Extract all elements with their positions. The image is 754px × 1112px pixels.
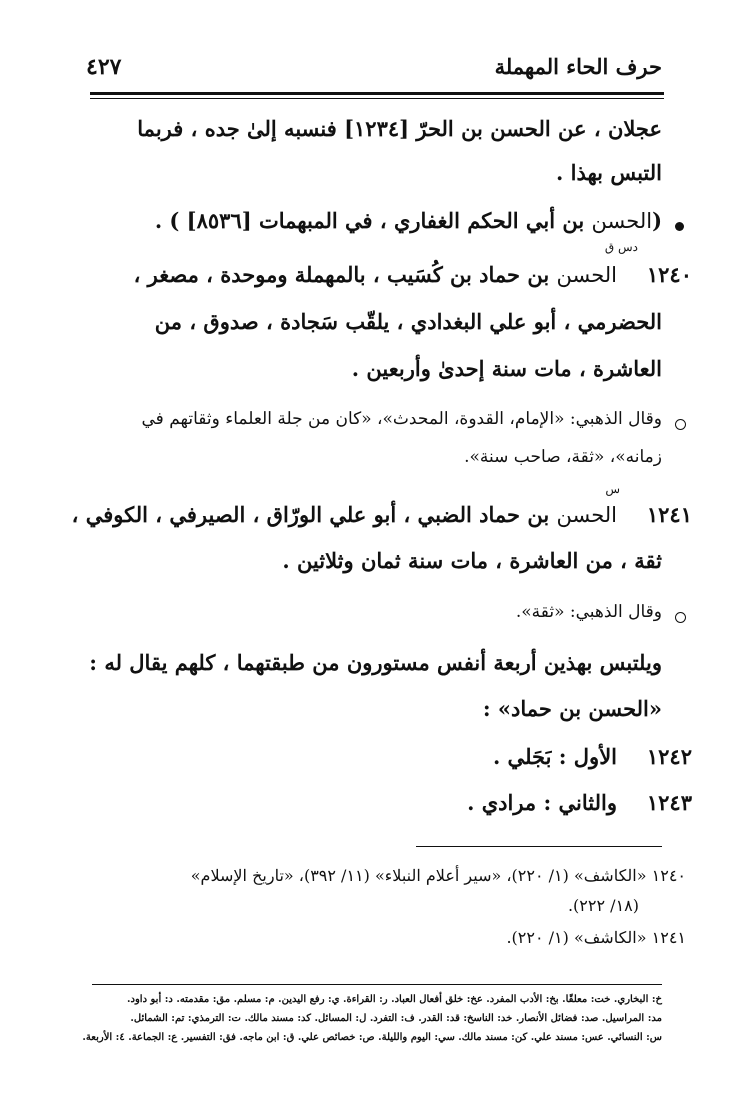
entry-1240-number: ١٢٤٠ bbox=[646, 262, 692, 287]
entry-1240-name: الحسن bbox=[556, 263, 617, 287]
entry-1243-text: والثاني : مرادي . bbox=[467, 790, 617, 815]
bullet-open-paren: ( bbox=[652, 208, 662, 233]
entry-1241-text-1: بن حماد الضبي ، أبو علي الورّاق ، الصيرفي ، الكوفي ، bbox=[71, 502, 550, 527]
bullet-text: بن أبي الحكم الغفاري ، في المبهمات [٨٥٣٦] ) . bbox=[154, 208, 585, 233]
entry-1240-text-1: بن حماد بن كُسَيب ، بالمهملة وموحدة ، مصغر ، bbox=[133, 262, 550, 287]
entry-1240-line-1 bbox=[134, 262, 617, 287]
entry-1240-line-2: الحضرمي ، أبو علي البغدادي ، يلقّب سَجادة ، صدوق ، من bbox=[154, 309, 662, 334]
header-rule-thin bbox=[90, 98, 664, 99]
page-number: ٤٢٧ bbox=[86, 54, 122, 80]
dhahabi-note-1-line-1: وقال الذهبي: «الإمام، القدوة، المحدث»، «كان من جلة العلماء وثقاتهم في bbox=[141, 409, 662, 429]
entry-1240-line-3: العاشرة ، مات سنة إحدىٰ وأربعين . bbox=[351, 356, 662, 381]
circle-bullet-icon bbox=[675, 612, 686, 623]
paragraph-line-2: «الحسن بن حماد» : bbox=[482, 696, 662, 721]
abbreviations-line-2: مد: المراسيل. صد: فضائل الأنصار. خد: الناسخ: قد: القدر. ف: التفرد. ل: المسائل. كد: مسند مالك. ت: الترمذي: تم: الشمائل. bbox=[130, 1013, 662, 1024]
entry-1241-name: الحسن bbox=[556, 503, 617, 527]
entry-1242-text: الأول : بَجَلي . bbox=[492, 744, 617, 769]
bullet-name: الحسن bbox=[591, 209, 653, 233]
abbreviations-rule bbox=[92, 984, 662, 985]
entry-1241-line-2: ثقة ، من العاشرة ، مات سنة ثمان وثلاثين . bbox=[282, 548, 662, 573]
chapter-title: حرف الحاء المهملة bbox=[494, 54, 662, 79]
entry-1241-number: ١٢٤١ bbox=[646, 502, 692, 527]
footnote-1240-line-1: ١٢٤٠ «الكاشف» (١/ ٢٢٠)، «سير أعلام النبلاء» (١١/ ٣٩٢)، «تاريخ الإسلام» bbox=[190, 866, 686, 885]
dhahabi-note-1-line-2: زمانه»، «ثقة، صاحب سنة». bbox=[464, 447, 662, 467]
continuation-line-2: التبس بهذا . bbox=[556, 160, 662, 185]
bullet-entry bbox=[155, 208, 662, 233]
header-rule-thick bbox=[90, 92, 664, 95]
abbreviations-line-1: خ: البخاري. خت: معلقًا. بخ: الأدب المفرد. عخ: خلق أفعال العباد. ر: القراءة. ي: رفع اليدين. م: مسلم. مق: مقدمته. د: أبو داود. bbox=[127, 994, 662, 1005]
paragraph-line-1: ويلتبس بهذين أربعة أنفس مستورون من طبقتهما ، كلهم يقال له : bbox=[89, 650, 662, 675]
abbreviations-line-3: س: النسائي. عس: مسند علي. كن: مسند مالك. سي: اليوم والليلة. ص: خصائص علي. ق: ابن ماجه. فق: التفسير. ع: الجماعة. ٤: الأربعة. bbox=[82, 1032, 662, 1043]
continuation-line-1: عجلان ، عن الحسن بن الحرّ [١٢٣٤] فنسبه إلىٰ جده ، فربما bbox=[137, 116, 662, 141]
footnote-1240-line-2: (١٨/ ٢٢٢). bbox=[567, 896, 639, 915]
footnote-1241: ١٢٤١ «الكاشف» (١/ ٢٢٠). bbox=[506, 928, 686, 947]
entry-1241-line-1 bbox=[72, 502, 617, 527]
entry-1240-codes: دس ق bbox=[604, 240, 638, 254]
entry-1242-number: ١٢٤٢ bbox=[646, 744, 692, 769]
dhahabi-note-2: وقال الذهبي: «ثقة». bbox=[515, 602, 662, 622]
bullet-dot-icon bbox=[675, 222, 684, 231]
entry-1241-codes: س bbox=[605, 482, 620, 496]
entry-1243-number: ١٢٤٣ bbox=[646, 790, 692, 815]
circle-bullet-icon bbox=[675, 419, 686, 430]
footnote-rule bbox=[416, 846, 662, 847]
